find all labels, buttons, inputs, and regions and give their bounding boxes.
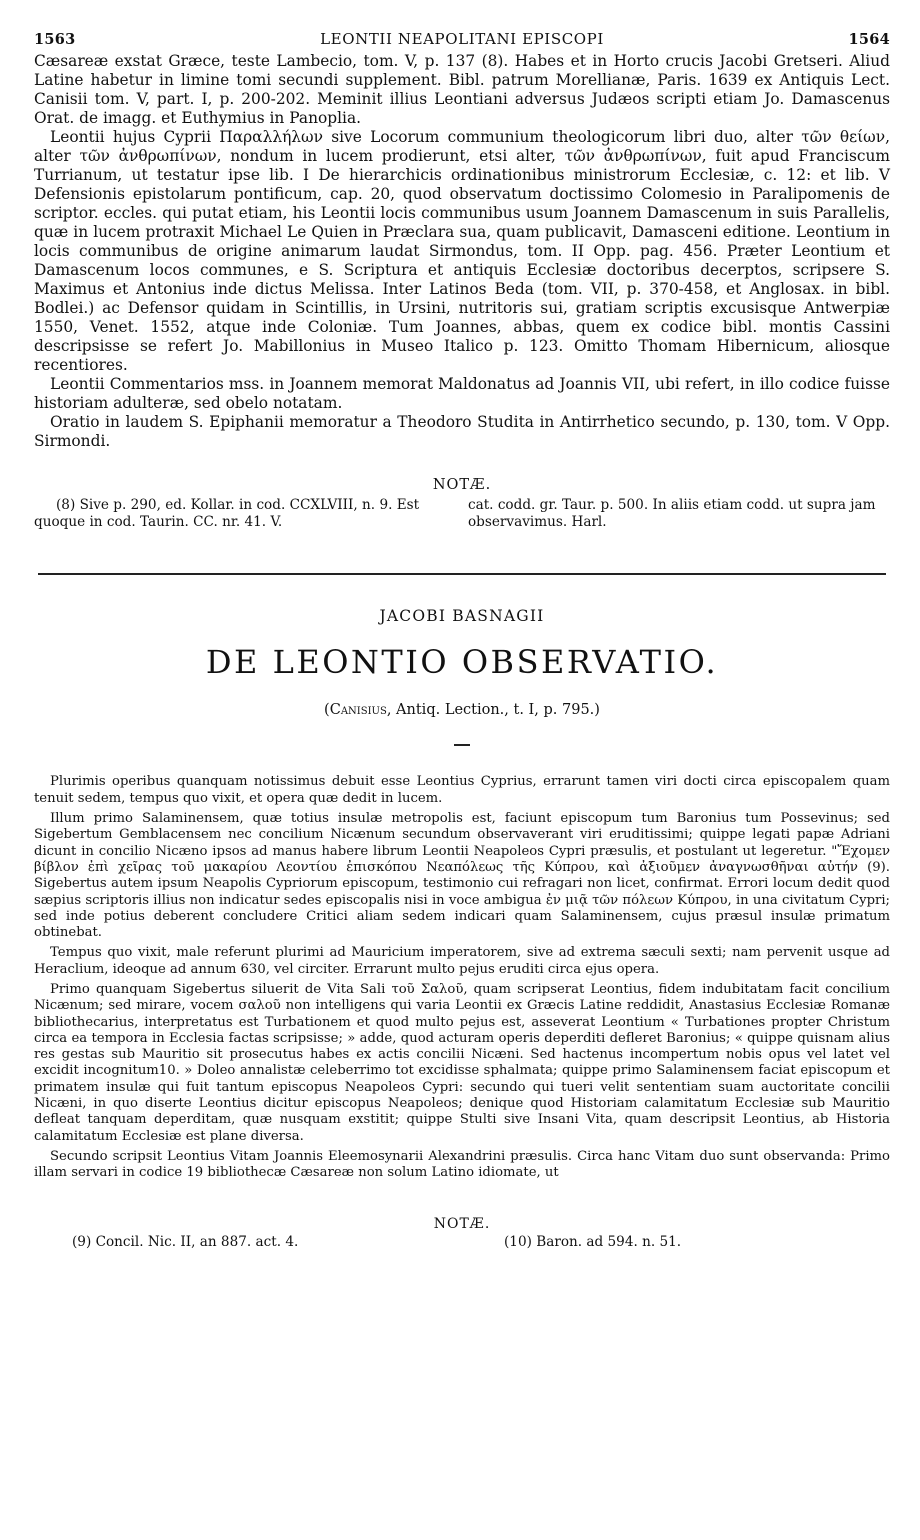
lower-paragraph-1: Plurimis operibus quanquam notissimus debuit esse Leontius Cyprius, errarunt tamen viri docti circa episcopalem quam tenuit sedem, tempus quo vixit, et opera quæ dedit in lucem. bbox=[34, 774, 890, 806]
running-title: LEONTII NEAPOLITANI EPISCOPI bbox=[320, 30, 604, 48]
lower-paragraph-2: Illum primo Salaminensem, quæ totius insulæ metropolis est, faciunt episcopum tum Baronius tum Possevinus; sed Sigebertum Gemblacensem nec concilium Nicænum secundum observaverant viri eruditissimi; quippe legati papæ Adriani dicunt in concilio Nicæno ipsos ad manus habere librum Leontii Neapoleos Cypri præsulis, et postulant ut legeretur. "Ἔχομεν βίβλον ἐπὶ χεῖρας τοῦ μακαρίου Λεοντίου ἐπισκόπου Νεαπόλεως τῆς Κύπρου, καὶ ἀξιοῦμεν ἀναγνωσθῆναι αὐτήν (9). Sigebertus autem ipsum Neapolis Cypriorum episcopum, testimonio cui refragari non licet, confirmat. Errori locum dedit quod sæpius scriptoris illius non indicatur sedes episcopalis nisi in voce ambigua ἐν μιᾷ τῶν πόλεων Κύπρου, in una civitatum Cypri; sed inde potius deberent concludere Critici aliam sedem indicari quam Salaminensem, cujus præsul insulæ primatum obtinebat. bbox=[34, 811, 890, 941]
source-open-paren: ( bbox=[324, 702, 330, 719]
source-rest: Antiq. Lection., t. I, p. 795.) bbox=[391, 702, 600, 719]
note-8-col2: cat. codd. gr. Taur. p. 500. In aliis etiam codd. ut supra jam observavimus. Harl. bbox=[468, 497, 876, 530]
upper-paragraph-4: Oratio in laudem S. Epiphanii memoratur a Theodoro Studita in Antirrhetico secundo, p. 130, tom. V Opp. Sirmondi. bbox=[34, 413, 890, 450]
note-10 bbox=[504, 1234, 890, 1251]
lower-body-text bbox=[34, 774, 890, 1181]
section-divider bbox=[38, 573, 886, 575]
notes-heading-upper: NOTÆ. bbox=[432, 477, 492, 493]
page-number-left: 1563 bbox=[34, 31, 76, 48]
page bbox=[34, 30, 890, 1251]
section-title: DE LEONTIO OBSERVATIO. bbox=[205, 643, 719, 681]
lower-paragraph-4: Primo quanquam Sigebertus siluerit de Vita Sali τοῦ Σαλοῦ, quam scripserat Leontius, fidem indubitatam facit concilium Nicænum; sed mirare, vocem σαλοῦ non intelligens qui varia Leontii ex Græcis Latine reddidit, Anastasius Ecclesiæ Romanæ bibliothecarius, interpretatus est Turbationem et quod multo pejus est, asseverat Leontium « Turbationes propter Christum circa ea tempora in Ecclesia factas scripsisse; » adde, quod acturam operis deperditi defleret Baronius; « quippe quisnam alius res gestas sub Mauritio sit prosecutus habes ex actis concilii Nicæni. Sed hactenus incompertum nobis opus vel latet vel excidit incognitum10. » Doleo annalistæ celeberrimo tot excidisse sphalmata; quippe primo Salaminensem faciat episcopum et primatem insulæ qui fuit tantum episcopus Neapoleos Cypri: secundo qui tueri velit sententiam suam auctoritate concilii Nicæni, in quo diserte Leontius dicitur episcopus Neapoleos; denique quod Historiam calamitatum Ecclesiæ sub Mauritio defleat tanquam deperditam, quæ nusquam exstitit; quippe Stulti sive Insani Vita, quam descripsit Leontius, ab Historia calamitatum Ecclesiæ est plane diversa. bbox=[34, 982, 890, 1144]
upper-paragraph-3: Leontii Commentarios mss. in Joannem memorat Maldonatus ad Joannis VII, ubi refert, in illo codice fuisse historiam adulteræ, sed obelo notatam. bbox=[34, 375, 890, 412]
note-10-text: (10) Baron. ad 594. n. 51. bbox=[504, 1233, 682, 1250]
notes-upper bbox=[34, 497, 890, 531]
running-header bbox=[34, 30, 890, 50]
lower-paragraph-3: Tempus quo vixit, male referunt plurimi ad Mauricium imperatorem, sive ad extrema sæculi sexti; nam pervenit usque ad Heraclium, ideoque ad annum 630, vel circiter. Errarunt multo pejus eruditi circa ejus opera. bbox=[34, 945, 890, 977]
source-citation bbox=[34, 702, 890, 718]
notes-heading-lower: NOTÆ. bbox=[433, 1215, 491, 1232]
upper-body-text bbox=[34, 52, 890, 451]
page-number-right: 1564 bbox=[848, 31, 890, 48]
source-author: Canisius, bbox=[329, 702, 392, 719]
notes-lower bbox=[34, 1234, 890, 1251]
note-9-text: (9) Concil. Nic. II, an 887. act. 4. bbox=[72, 1233, 299, 1250]
section-author: JACOBI BASNAGII bbox=[379, 607, 545, 625]
lower-paragraph-5: Secundo scripsit Leontius Vitam Joannis Eleemosynarii Alexandrini præsulis. Circa hanc Vitam duo sunt observanda: Primo illam servari in codice 19 bibliothecæ Cæsareæ non solum Latino idiomate, ut bbox=[34, 1148, 890, 1181]
upper-paragraph-2: Leontii hujus Cyprii Παραλλήλων sive Locorum communium theologicorum libri duo, alter τῶν θείων, alter τῶν ἀνθρωπίνων, nondum in lucem prodierunt, etsi alter, τῶν ἀνθρωπίνων, fuit apud Franciscum Turrianum, ut testatur ipse lib. I De hierarchicis ordinationibus ministrorum Ecclesiæ, c. 12: et lib. V Defensionis epistolarum pontificum, cap. 20, quod observatum doctissimo Colomesio in Paralipomenis de scriptor. eccles. qui putat etiam, his Leontii locis communibus usum Joannem Damascenum in suis Parallelis, quæ in lucem protraxit Michael Le Quien in Præclara sua, quam publicavit, Damasceni editione. Leontium in locis communibus de origine animarum laudat Sirmondus, tom. II Opp. pag. 456. Præter Leontium et Damascenum locos communes, e S. Scriptura et antiquis Ecclesiæ doctoribus decerptos, scripsere S. Maximus et Antonius inde dictus Melissa. Inter Latinos Beda (tom. VII, p. 370-458, et Anglosax. in bibl. Bodlei.) ac Defensor quidam in Scintillis, in Ursini, nutritoris sui, gratiam scriptis excusisque Antwerpiæ 1550, Venet. 1552, atque inde Coloniæ. Tum Joannes, abbas, quem ex codice bibl. montis Cassini descripsisse se refert Jo. Mabillonius in Museo Italico p. 123. Omitto Thomam Hibernicum, aliosque recentiores. bbox=[34, 128, 890, 374]
note-9 bbox=[34, 1234, 504, 1251]
note-8-col1: (8) Sive p. 290, ed. Kollar. in cod. CCXLVIII, n. 9. Est quoque in cod. Taurin. CC. nr. 41. V. bbox=[34, 497, 420, 530]
short-rule bbox=[454, 744, 470, 746]
upper-paragraph-1: Cæsareæ exstat Græce, teste Lambecio, tom. V, p. 137 (8). Habes et in Horto crucis Jacobi Gretseri. Aliud Latine habetur in limine tomi secundi supplement. Bibl. patrum Morellianæ, Paris. 1639 ex Antiquis Lect. Canisii tom. V, part. I, p. 200-202. Meminit illius Leontiani adversus Judæos scripti etiam Jo. Damascenus Orat. de imagg. et Euthymius in Panoplia. bbox=[34, 52, 890, 127]
